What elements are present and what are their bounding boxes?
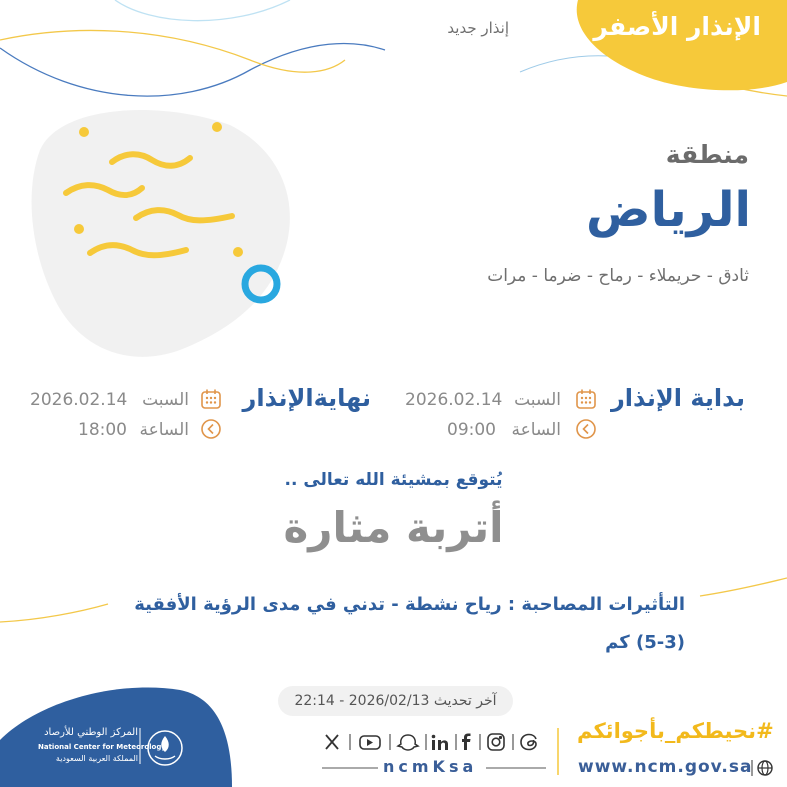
forecast-intro: يُتوقع بمشيئة الله تعالى .. <box>284 470 503 490</box>
warning-start-time: 09:00 <box>447 420 496 440</box>
warning-end-date: 2026.02.14 <box>30 390 128 410</box>
accompanying-effects: التأثيرات المصاحبة : رياح نشطة - تدني في مدى الرؤية الأفقية (3-5) كم <box>134 594 685 653</box>
ncm-name-arabic: المركز الوطني للأرصاد <box>44 727 138 738</box>
campaign-hashtag: #نحيطكم_بأجوائكم <box>577 719 774 743</box>
new-warning-status: إنذار جديد <box>447 19 509 37</box>
region-label: منطقة <box>665 140 749 169</box>
ncm-name-english: National Center for Meteorology <box>38 743 166 751</box>
warning-start-date: 2026.02.14 <box>405 390 503 410</box>
warning-end-time-label: الساعة <box>139 420 189 440</box>
region-name: الرياض <box>586 182 751 238</box>
warning-start-title: بداية الإنذار <box>610 384 745 412</box>
globe-icon <box>756 759 774 777</box>
warning-end-title: نهايةالإنذار <box>242 384 371 412</box>
warning-end-day: السبت <box>142 390 189 410</box>
warning-start-day: السبت <box>514 390 561 410</box>
ncm-country-arabic: المملكة العربية السعودية <box>55 754 138 763</box>
website-link[interactable]: www.ncm.gov.sa <box>578 757 753 777</box>
warning-end-time: 18:00 <box>78 420 127 440</box>
social-handle: ncmKsa <box>383 757 478 776</box>
website-divider <box>750 759 754 777</box>
weather-phenomenon: أتربة مثارة <box>283 503 504 552</box>
warning-start-time-label: الساعة <box>511 420 561 440</box>
affected-cities: ثادق - حريملاء - رماح - ضرما - مرات <box>487 266 749 286</box>
warning-level-badge: الإنذار الأصفر <box>593 12 761 41</box>
last-update-badge: آخر تحديث 2026/02/13 - 22:14 <box>278 686 513 716</box>
